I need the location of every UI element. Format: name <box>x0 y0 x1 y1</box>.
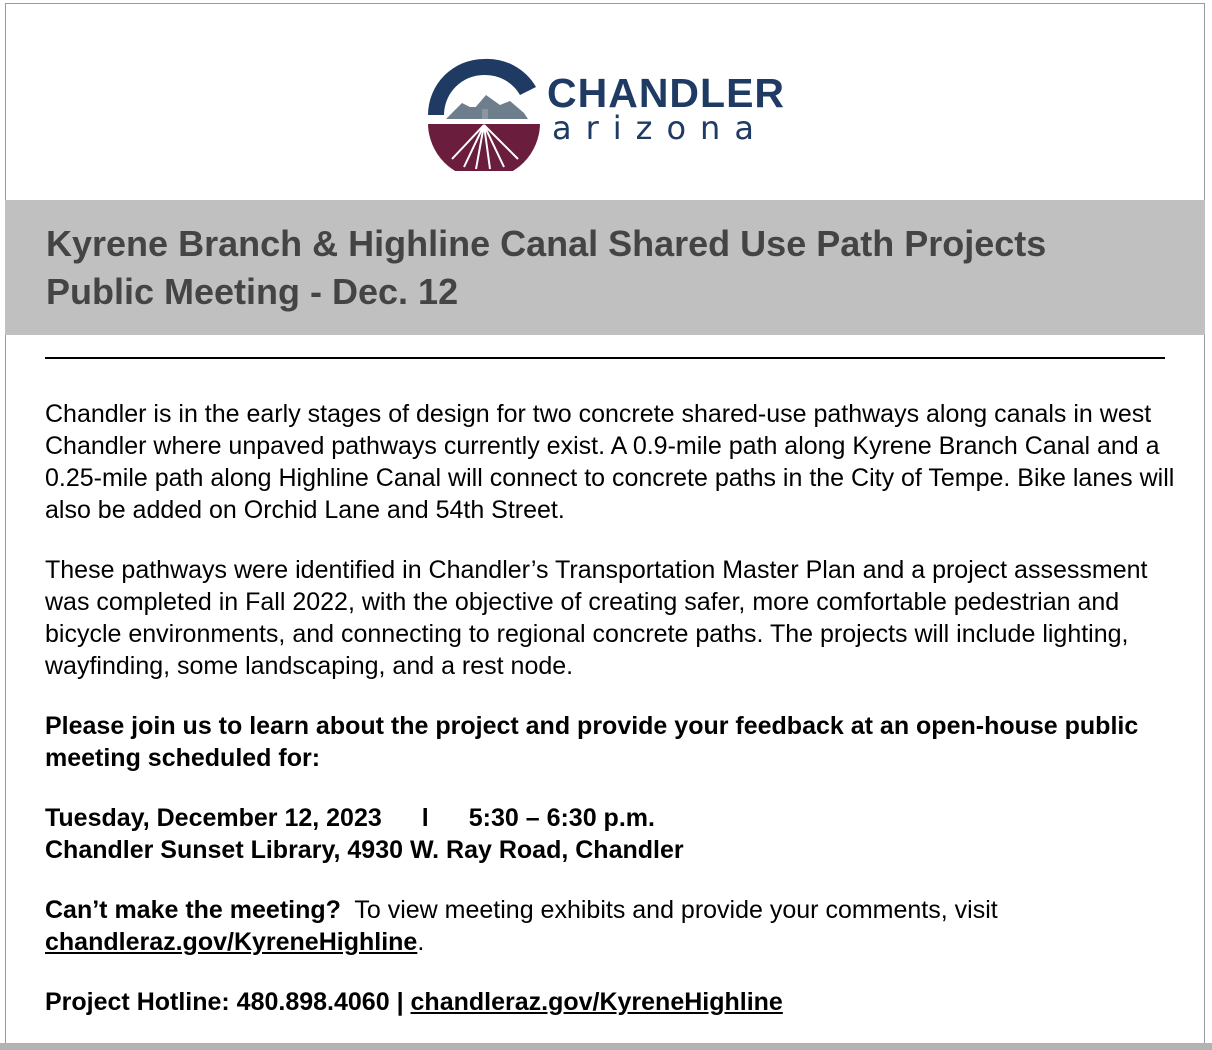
meeting-date: Tuesday, December 12, 2023 <box>45 804 382 832</box>
background-paragraph: These pathways were identified in Chandler’s Transportation Master Plan and a project assessment was completed in Fall 2022, with the objective of creating safer, more comfortable pedestrian and bicycle environments, and connecting to regional concrete paths. The projects will include lighting, wayfinding, some landscaping, and a rest node. <box>45 556 1148 680</box>
body-content <box>45 398 1175 1046</box>
project-link[interactable]: chandleraz.gov/KyreneHighline <box>45 928 418 956</box>
cant-make-period: . <box>417 928 425 956</box>
intro-paragraph: Chandler is in the early stages of design for two concrete shared-use pathways along canals in west Chandler where unpaved pathways currently exist. A 0.9-mile path along Kyrene Branch Canal and a 0.25-mile path along Highline Canal will connect to concrete paths in the City of Tempe. Bike lanes will also be added on Orchid Lane and 54th Street. <box>45 400 1175 524</box>
hotline-line <box>45 986 1175 1018</box>
page-title-line1: Kyrene Branch & Highline Canal Shared Use Path Projects <box>46 223 1047 264</box>
page-title <box>46 220 1196 316</box>
cant-make-text: To view meeting exhibits and provide your comments, visit <box>354 896 998 924</box>
meeting-details <box>45 802 1175 866</box>
cant-make-paragraph <box>45 894 1175 958</box>
title-band <box>5 200 1205 335</box>
invitation-text: Please join us to learn about the project and provide your feedback at an open-house public meeting scheduled for: <box>45 712 1139 772</box>
logo-wordmark-arizona: arizona <box>552 109 768 147</box>
meeting-location: Chandler Sunset Library, 4930 W. Ray Road, Chandler <box>45 836 684 864</box>
chandler-logo-mark <box>424 55 544 171</box>
chandler-logo <box>424 55 794 171</box>
page-title-line2: Public Meeting - Dec. 12 <box>46 271 459 312</box>
meeting-separator: l <box>421 804 429 832</box>
divider-line <box>45 357 1165 359</box>
hotline-link[interactable]: chandleraz.gov/KyreneHighline <box>410 988 783 1016</box>
meeting-time: 5:30 – 6:30 p.m. <box>468 804 655 832</box>
hotline-label: Project Hotline: 480.898.4060 | <box>45 988 404 1016</box>
logo-wordmark-chandler: CHANDLER <box>547 70 786 116</box>
cant-make-label: Can’t make the meeting? <box>45 896 341 924</box>
